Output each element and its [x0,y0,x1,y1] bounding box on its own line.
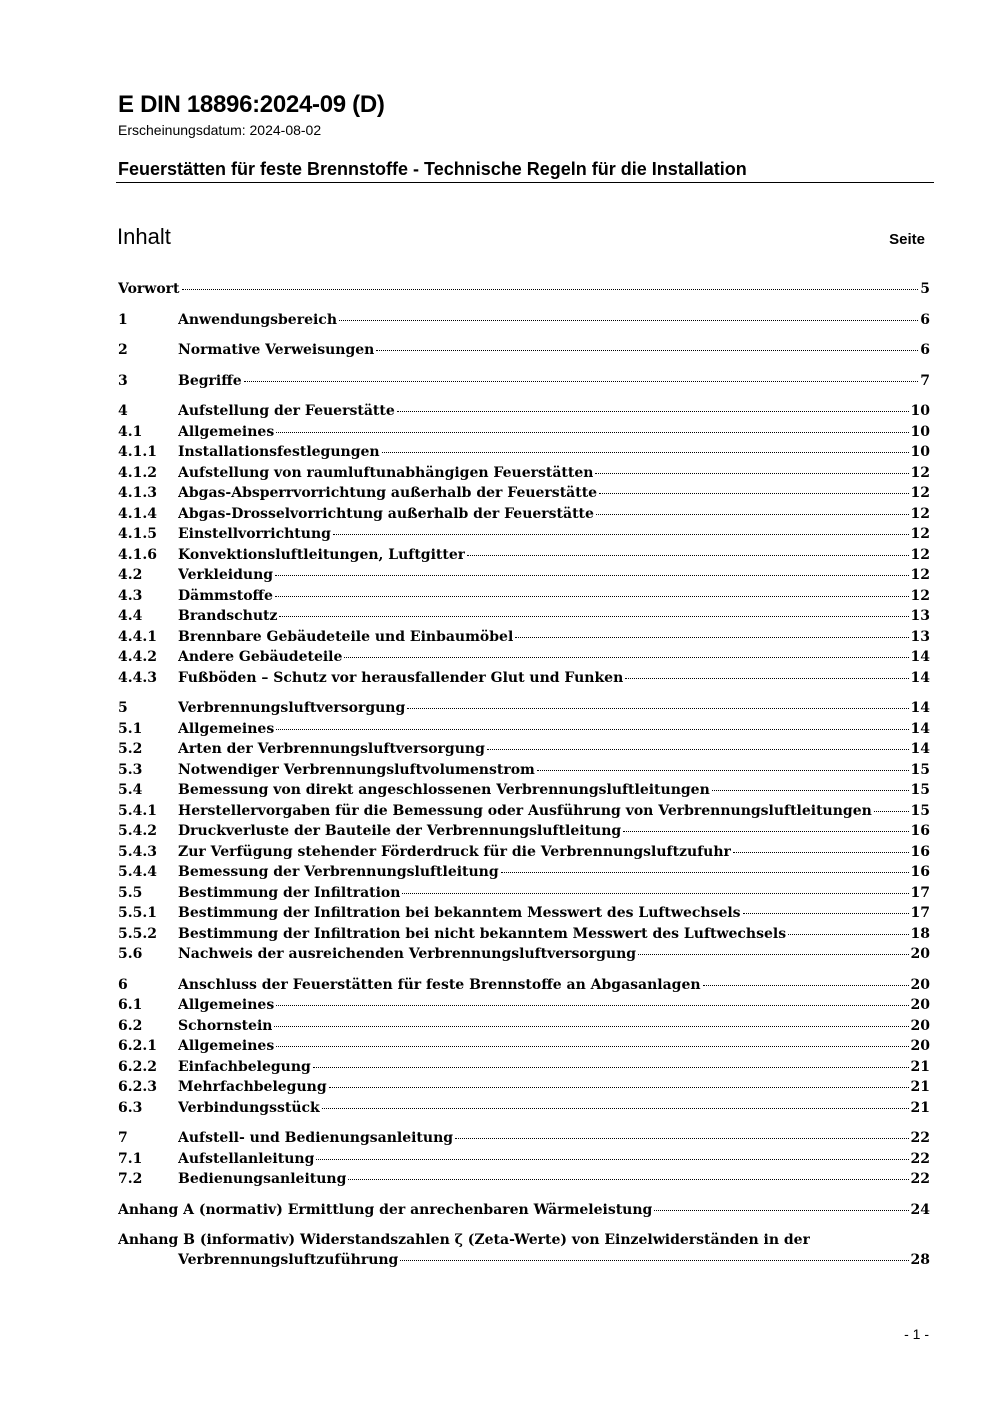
toc-leader-dots [400,1260,908,1261]
toc-entry-number: 5.4.2 [118,823,157,839]
toc-entry[interactable] [118,606,930,627]
toc-entry[interactable] [118,760,930,781]
toc-entry-label: Verbindungsstück [178,1099,320,1116]
toc-entry-label: Brandschutz [178,608,278,624]
toc-entry-number: 4.1.6 [118,546,157,563]
toc-leader-dots [397,411,909,412]
toc-entry[interactable] [118,1128,930,1149]
toc-entry-number: 6.2.2 [118,1058,157,1075]
toc-entry[interactable] [118,463,930,484]
toc-entry-label: Einfachbelegung [178,1058,311,1075]
toc-leader-dots [344,657,908,658]
toc-entry-page: 20 [910,946,930,962]
toc-entry-number: 6.2.3 [118,1079,157,1095]
toc-entry-label: Anwendungsbereich [178,311,337,328]
toc-entry[interactable] [118,340,930,361]
toc-entry-page: 7 [920,372,930,389]
toc-entry[interactable] [118,586,930,607]
toc-entry-page: 12 [910,485,930,501]
toc-leader-dots [316,1159,908,1160]
toc-entry-label: Brennbare Gebäudeteile und Einbaumöbel [178,628,514,645]
toc-entry[interactable] [118,668,930,689]
toc-leader-dots [313,1067,909,1068]
toc-entry[interactable] [118,565,930,586]
toc-entry-annex-a[interactable] [118,1200,930,1221]
toc-leader-dots [788,934,908,935]
toc-leader-dots [276,1046,908,1047]
toc-entry[interactable] [118,883,930,904]
toc-entry[interactable] [118,862,930,883]
toc-entry-label: Andere Gebäudeteile [178,649,343,665]
toc-entry-label: Allgemeines [178,720,275,737]
toc-entry-label: Dämmstoffe [178,587,273,604]
toc-leader-dots [407,708,908,709]
toc-leader-dots [599,493,908,494]
toc-entry-page: 6 [920,342,930,358]
toc-entry-number: 4.4.1 [118,628,157,645]
toc-entry-label: Zur Verfügung stehender Förderdruck für die Verbrennungsluftzufuhr [178,843,731,860]
toc-entry-page: 20 [910,976,930,993]
toc-entry-page: 10 [910,403,930,419]
toc-entry-page: 22 [910,1171,930,1187]
toc-entry-page: 13 [910,608,930,624]
toc-entry-page: 12 [910,567,930,583]
toc-entry-number: 4.1.1 [118,444,157,460]
toc-entry-label: Installationsfestlegungen [178,444,380,460]
toc-leader-dots [623,831,908,832]
toc-entry-page: 12 [910,464,930,481]
toc-leader-dots [244,381,919,382]
toc-entry-number: 4.2 [118,567,143,583]
toc-entry-number: 4.1.3 [118,485,157,501]
toc-entry[interactable] [118,1149,930,1170]
toc-entry-page: 16 [910,843,930,860]
toc-leader-dots [274,1026,908,1027]
toc-entry-page: 16 [910,864,930,880]
toc-entry[interactable] [118,627,930,648]
toc-entry[interactable] [118,545,930,566]
toc-entry-page: 12 [910,587,930,604]
toc-entry[interactable] [118,739,930,760]
toc-entry-page: 5 [920,281,930,297]
toc-entry[interactable] [118,995,930,1016]
toc-entry-number: 6 [118,976,128,993]
toc-leader-dots [712,790,909,791]
toc-entry-label: Anhang B (informativ) Widerstandszahlen ζ (Zeta-Werte) von Einzelwiderständen in der [118,1232,810,1248]
toc-leader-dots [515,637,908,638]
document-id: E DIN 18896:2024-09 (D) [118,91,385,118]
toc-entry-annex-b[interactable] [118,1230,930,1250]
toc-leader-dots [596,514,909,515]
toc-leader-dots [339,320,918,321]
toc-entry[interactable] [118,1077,930,1098]
toc-entry-number: 7.2 [118,1171,143,1187]
toc-entry-label: Aufstellanleitung [178,1150,315,1167]
toc-entry-page: 21 [910,1058,930,1075]
toc-entry-number: 5.1 [118,720,143,737]
toc-leader-dots [743,913,909,914]
toc-entry-label: Verbrennungsluftversorgung [178,700,406,716]
toc-sections [118,310,930,1190]
toc-entry-label: Bedienungsanleitung [178,1171,347,1187]
toc-leader-dots [654,1210,908,1211]
toc-entry[interactable] [118,422,930,443]
toc-leader-dots [333,534,909,535]
toc-entry-number: 4.1.4 [118,505,157,522]
toc-entry-label: Begriffe [178,372,242,389]
toc-entry-page: 21 [910,1099,930,1116]
toc-entry-page: 17 [910,905,930,921]
toc-entry-number: 5.4.1 [118,802,157,819]
toc-entry[interactable] [118,1098,930,1119]
toc-entry-page: 14 [910,649,930,665]
toc-entry-page: 22 [910,1130,930,1146]
toc-entry-page: 28 [910,1252,930,1268]
toc-leader-dots [874,811,909,812]
toc-entry-page: 14 [910,741,930,757]
table-of-contents [118,279,930,1270]
toc-entry[interactable] [118,719,930,740]
toc-entry-number: 6.1 [118,997,143,1013]
document-title: Feuerstätten für feste Brennstoffe - Technische Regeln für die Installation [118,159,747,179]
toc-entry-page: 12 [910,526,930,542]
toc-entry[interactable] [118,698,930,719]
toc-leader-dots [402,893,908,894]
toc-entry-vorwort[interactable] [118,279,930,300]
toc-entry-page: 20 [910,997,930,1013]
toc-entry-page: 24 [910,1201,930,1218]
toc-entry-page: 16 [910,823,930,839]
toc-leader-dots [733,852,909,853]
toc-entry-page: 14 [910,669,930,686]
toc-leader-dots [276,1005,908,1006]
toc-entry-number: 4.1.5 [118,526,157,542]
toc-entry[interactable] [118,821,930,842]
toc-leader-dots [467,555,908,556]
toc-entry[interactable] [118,504,930,525]
toc-leader-dots [275,575,908,576]
toc-entry-number: 3 [118,372,128,389]
toc-entry-label: Notwendiger Verbrennungsluftvolumenstrom [178,761,535,778]
toc-leader-dots [329,1087,909,1088]
toc-entry-label: Abgas-Absperrvorrichtung außerhalb der Feuerstätte [178,485,598,501]
toc-entry-number: 2 [118,342,128,358]
toc-entry-page: 14 [910,720,930,737]
toc-leader-dots [376,350,918,351]
toc-entry[interactable] [118,975,930,996]
toc-leader-dots [501,872,909,873]
toc-entry[interactable] [118,944,930,965]
toc-leader-dots [322,1108,909,1109]
toc-entry-label: Vorwort [118,281,180,297]
toc-entry[interactable] [118,924,930,945]
toc-entry-number: 4 [118,403,128,419]
toc-entry-page: 20 [910,1038,930,1054]
toc-leader-dots [487,749,909,750]
toc-entry-label: Herstellervorgaben für die Bemessung oder Ausführung von Verbrennungsluftleitungen [178,802,872,819]
page-number: - 1 - [904,1326,929,1342]
toc-entry-page: 22 [910,1150,930,1167]
toc-leader-dots [703,985,909,986]
toc-entry-label: Konvektionsluftleitungen, Luftgitter [178,546,466,563]
toc-entry-label: Aufstell- und Bedienungsanleitung [178,1130,454,1146]
toc-entry-label: Anhang A (normativ) Ermittlung der anrechenbaren Wärmeleistung [118,1201,653,1218]
toc-entry-page: 18 [910,925,930,942]
toc-entry-page: 6 [920,311,930,328]
toc-entry[interactable] [118,903,930,924]
toc-leader-dots [276,432,908,433]
toc-entry-label: Bestimmung der Infiltration [178,884,401,901]
toc-entry[interactable] [118,310,930,331]
toc-entry[interactable] [118,1057,930,1078]
toc-entry-page: 20 [910,1017,930,1034]
toc-entry-number: 5.5 [118,884,143,901]
toc-leader-dots [537,770,909,771]
toc-entry-number: 4.4.3 [118,669,157,686]
toc-leader-dots [595,473,908,474]
toc-entry[interactable] [118,647,930,668]
publication-date: Erscheinungsdatum: 2024-08-02 [118,122,322,138]
toc-leader-dots [279,616,908,617]
toc-entry-number: 4.4 [118,608,143,624]
toc-leader-dots [382,452,909,453]
toc-entry-number: 5.4 [118,782,143,798]
toc-entry-page: 13 [910,628,930,645]
toc-entry[interactable] [118,1169,930,1190]
toc-entry-annex-b-continuation[interactable] [118,1250,930,1270]
toc-entry-number: 5.2 [118,741,143,757]
toc-entry-number: 6.2 [118,1017,143,1034]
toc-entry-number: 5.5.2 [118,925,157,942]
toc-entry-page: 12 [910,505,930,522]
toc-leader-dots [182,289,919,290]
toc-entry-label: Verkleidung [178,567,274,583]
toc-entry-label: Abgas-Drosselvorrichtung außerhalb der Feuerstätte [178,505,594,522]
toc-entry-number: 4.1 [118,423,143,440]
toc-entry-number: 4.3 [118,587,143,604]
toc-entry[interactable] [118,371,930,392]
toc-entry-number: 5.3 [118,761,143,778]
toc-entry-number: 7.1 [118,1150,143,1167]
toc-entry-label: Bemessung der Verbrennungsluftleitung [178,864,499,880]
toc-entry[interactable] [118,1016,930,1037]
toc-entry-label: Normative Verweisungen [178,342,375,358]
toc-entry-label: Aufstellung von raumluftunabhängigen Feuerstätten [178,464,594,481]
toc-entry-label: Schornstein [178,1017,273,1034]
toc-entry-label: Bemessung von direkt angeschlossenen Verbrennungsluftleitungen [178,782,710,798]
toc-entry[interactable] [118,842,930,863]
toc-entry-page: 21 [910,1079,930,1095]
toc-entry-page: 15 [910,761,930,778]
toc-entry-label: Mehrfachbelegung [178,1079,327,1095]
toc-entry-label: Allgemeines [178,997,275,1013]
toc-entry[interactable] [118,483,930,504]
toc-entry-label: Bestimmung der Infiltration bei bekanntem Messwert des Luftwechsels [178,905,741,921]
toc-entry-page: 17 [910,884,930,901]
toc-entry-number: 4.1.2 [118,464,157,481]
toc-entry-number: 5.6 [118,946,143,962]
toc-entry-number: 6.2.1 [118,1038,157,1054]
toc-entry-label: Nachweis der ausreichenden Verbrennungsluftversorgung [178,946,637,962]
toc-leader-dots [638,954,908,955]
toc-heading: Inhalt [117,224,171,249]
toc-entry-number: 4.4.2 [118,649,157,665]
toc-entry-page: 10 [910,423,930,440]
toc-leader-dots [275,596,909,597]
toc-entry-page: 14 [910,700,930,716]
toc-entry-label: Einstellvorrichtung [178,526,331,542]
toc-entry[interactable] [118,801,930,822]
toc-entry-label: Fußböden – Schutz vor herausfallender Glut und Funken [178,669,624,686]
toc-entry-label: Anschluss der Feuerstätten für feste Brennstoffe an Abgasanlagen [178,976,701,993]
toc-entry-label: Allgemeines [178,423,275,440]
toc-entry-page: 15 [910,802,930,819]
toc-entry-number: 7 [118,1130,128,1146]
title-divider [116,182,934,183]
toc-entry[interactable] [118,1036,930,1057]
toc-entry-label: Allgemeines [178,1038,275,1054]
toc-entry-page: 10 [910,444,930,460]
toc-entry-number: 1 [118,311,128,328]
toc-leader-dots [625,678,908,679]
toc-entry-number: 6.3 [118,1099,143,1116]
toc-leader-dots [455,1138,908,1139]
toc-entry-page: 12 [910,546,930,563]
toc-entry[interactable] [118,780,930,801]
toc-entry-number: 5 [118,700,128,716]
toc-leader-dots [348,1179,908,1180]
toc-entry-label: Druckverluste der Bauteile der Verbrennungsluftleitung [178,823,622,839]
toc-entry[interactable] [118,524,930,545]
toc-entry[interactable] [118,401,930,422]
toc-entry-label: Arten der Verbrennungsluftversorgung [178,741,485,757]
toc-entry-label: Aufstellung der Feuerstätte [178,403,395,419]
toc-entry-number: 5.5.1 [118,905,157,921]
toc-entry-page: 15 [910,782,930,798]
toc-leader-dots [276,729,908,730]
toc-entry[interactable] [118,442,930,463]
toc-entry-label: Verbrennungsluftzuführung [178,1252,399,1268]
toc-entry-label: Bestimmung der Infiltration bei nicht bekanntem Messwert des Luftwechsels [178,925,787,942]
toc-entry-number: 5.4.4 [118,864,157,880]
toc-page-column-label: Seite [889,231,925,248]
toc-entry-number: 5.4.3 [118,843,157,860]
